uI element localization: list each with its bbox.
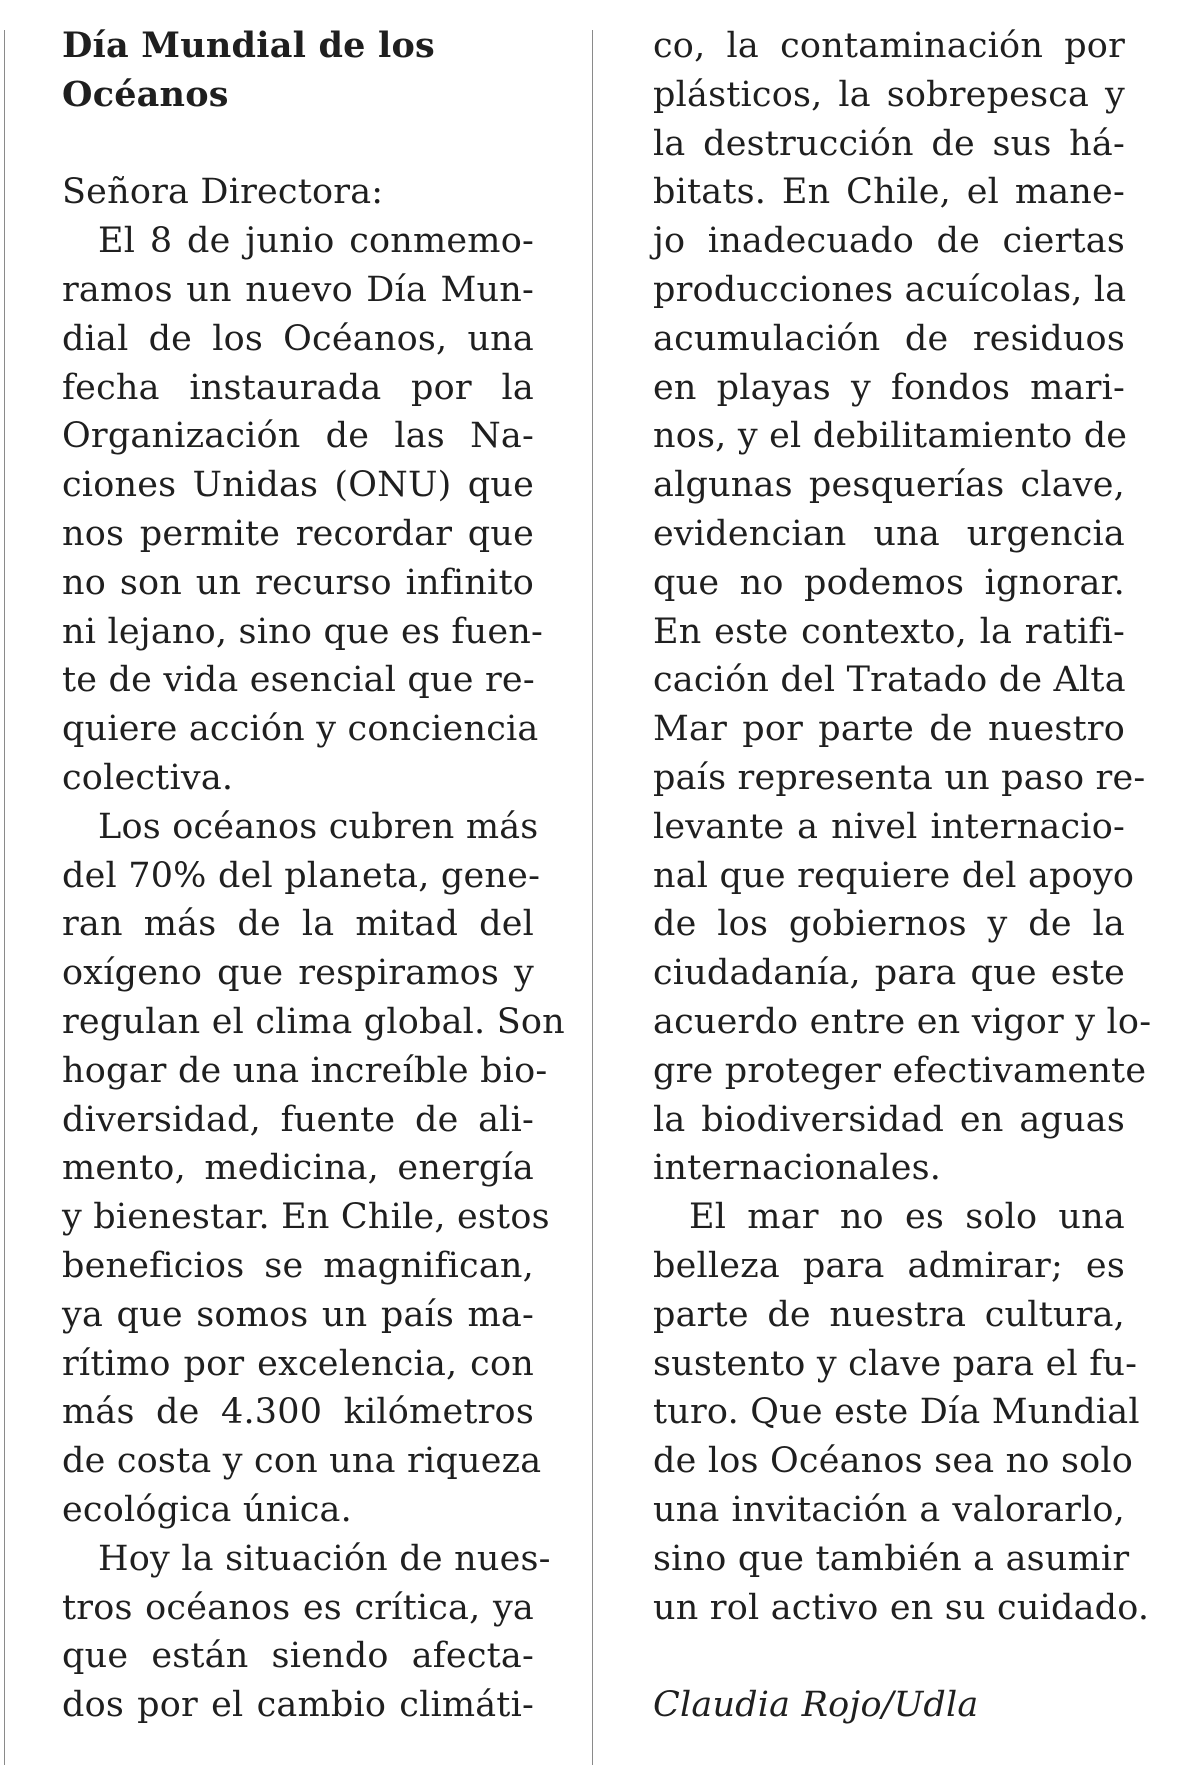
text-line: quiere acción y conciencia (62, 709, 539, 750)
text-line: que están siendo afecta- (62, 1636, 534, 1677)
text-line: levante a nivel internacio- (653, 806, 1125, 847)
text-line: cación del Tratado de Alta (653, 660, 1126, 701)
text-line: no son un recurso infinito (62, 562, 534, 603)
text-line: y bienestar. En Chile, estos (62, 1197, 550, 1238)
text-line: belleza para admirar; es (653, 1245, 1125, 1286)
text-line: la destrucción de sus há- (653, 123, 1125, 164)
text-line: Los océanos cubren más (98, 806, 539, 847)
text-line: hogar de una increíble bio- (62, 1050, 548, 1091)
text-line: Mar por parte de nuestro (653, 709, 1125, 750)
text-line: de los gobiernos y de la (653, 904, 1125, 945)
text-line: parte de nuestra cultura, (653, 1294, 1125, 1335)
text-line: tros océanos es crítica, ya (62, 1587, 534, 1628)
text-line: Organización de las Na- (62, 416, 534, 457)
column-rule-middle (592, 30, 593, 1765)
text-line: Hoy la situación de nues- (98, 1538, 551, 1579)
text-line: beneficios se magnifican, (62, 1245, 534, 1286)
text-line: país representa un paso re- (653, 757, 1146, 798)
text-line: diversidad, fuente de ali- (62, 1099, 534, 1140)
text-line: oxígeno que respiramos y (62, 953, 534, 994)
letter-column-right (653, 22, 1152, 1730)
text-line: nal que requiere del apoyo (653, 855, 1135, 896)
text-line: turo. Que este Día Mundial (653, 1392, 1140, 1433)
text-line: acuerdo entre en vigor y lo- (653, 1001, 1152, 1042)
letter-title-line-1: Día Mundial de los (62, 25, 435, 66)
text-line: de costa y con una riqueza (62, 1441, 542, 1482)
text-line: internacionales. (653, 1148, 942, 1189)
text-line: mento, medicina, energía (62, 1148, 534, 1189)
text-line: una invitación a valorarlo, (653, 1489, 1125, 1530)
text-line: ramos un nuevo Día Mun- (62, 269, 534, 310)
text-line: nos permite recordar que (62, 513, 534, 554)
text-line: que no podemos ignorar. (653, 562, 1125, 603)
letter-title-line-2: Océanos (62, 73, 229, 115)
text-line: rítimo por excelencia, con (62, 1343, 534, 1384)
text-line: sino que también a asumir (653, 1538, 1130, 1579)
text-line: dos por el cambio climáti- (62, 1685, 534, 1726)
text-line: regulan el clima global. Son (62, 1001, 565, 1042)
title-spacer (62, 120, 534, 169)
signature-spacer (653, 1632, 1125, 1681)
text-line: la biodiversidad en aguas (653, 1099, 1125, 1140)
text-line: colectiva. (62, 757, 234, 798)
text-line: El 8 de junio conmemo- (98, 221, 534, 262)
text-line: más de 4.300 kilómetros (62, 1392, 534, 1433)
text-line: gre proteger efectivamente (653, 1050, 1147, 1091)
text-line: nos, y el debilitamiento de (653, 416, 1128, 457)
text-line: evidencian una urgencia (653, 513, 1125, 554)
text-line: en playas y fondos mari- (653, 367, 1125, 408)
left-body-text (62, 217, 565, 1730)
text-line: ecológica única. (62, 1489, 352, 1530)
text-line: un rol activo en su cuidado. (653, 1587, 1150, 1628)
salutation: Señora Directora: (62, 172, 384, 213)
text-line: jo inadecuado de ciertas (653, 221, 1125, 262)
text-line: co, la contaminación por (653, 26, 1125, 66)
text-line: En este contexto, la ratifi- (653, 611, 1125, 652)
text-line: El mar no es solo una (689, 1197, 1125, 1238)
text-line: ni lejano, sino que es fuen- (62, 611, 544, 652)
text-line: producciones acuícolas, la (653, 269, 1127, 310)
text-line: ciudadanía, para que este (653, 953, 1125, 994)
column-rule-left (4, 30, 5, 1765)
text-line: ya que somos un país ma- (62, 1294, 534, 1335)
right-body-text (653, 22, 1152, 1632)
text-line: fecha instaurada por la (62, 367, 534, 408)
text-line: acumulación de residuos (653, 318, 1125, 359)
text-line: te de vida esencial que re- (62, 660, 535, 701)
text-line: de los Océanos sea no solo (653, 1441, 1134, 1482)
text-line: dial de los Océanos, una (62, 318, 534, 359)
text-line: del 70% del planeta, gene- (62, 855, 541, 896)
text-line: bitats. En Chile, el mane- (653, 172, 1125, 213)
signature: Claudia Rojo/Udla (653, 1685, 979, 1726)
text-line: plásticos, la sobrepesca y (653, 74, 1125, 115)
letter-column-left (62, 22, 565, 1730)
text-line: sustento y clave para el fu- (653, 1343, 1138, 1384)
text-line: algunas pesquerías clave, (653, 465, 1125, 506)
text-line: ciones Unidas (ONU) que (62, 465, 534, 506)
text-line: ran más de la mitad del (62, 904, 534, 945)
